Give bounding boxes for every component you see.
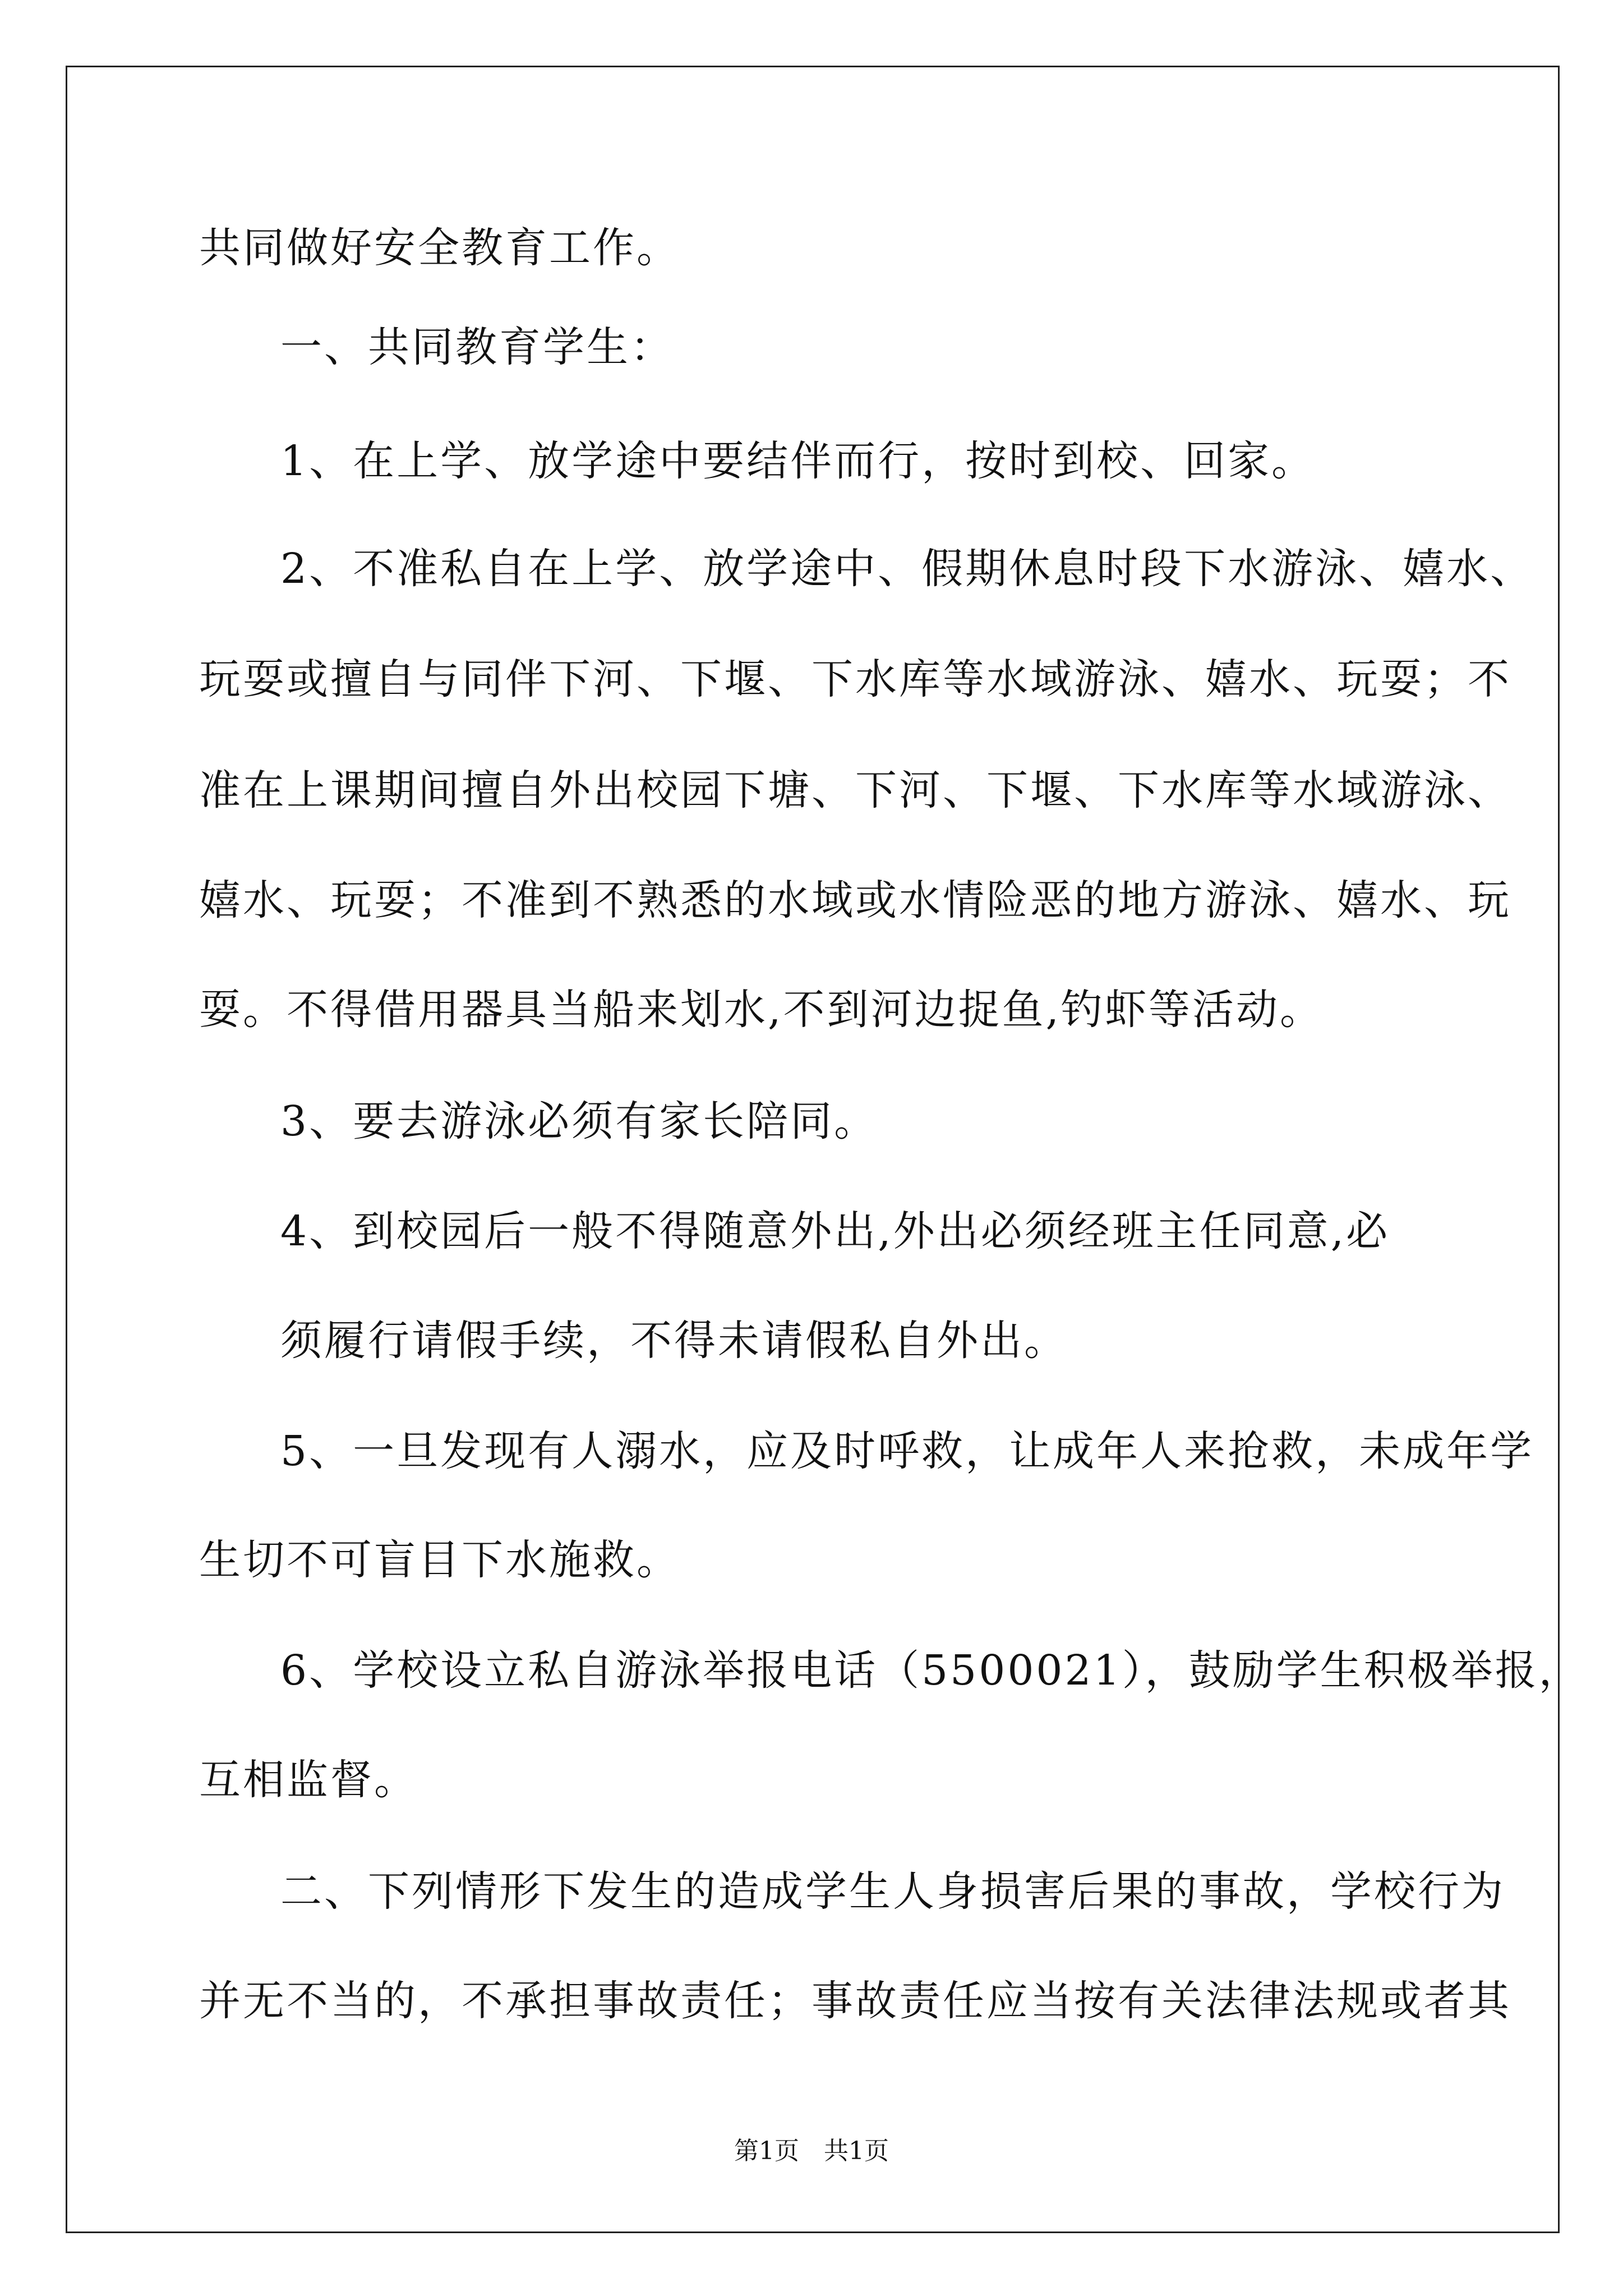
text-line: 耍。不得借用器具当船来划水,不到河边捉鱼,钓虾等活动。 <box>199 986 1324 1034</box>
text-line: 互相监督。 <box>199 1756 418 1804</box>
list-item: 6、学校设立私自游泳举报电话（5500021），鼓励学生积极举报， <box>280 1646 1583 1695</box>
text-line: 嬉水、玩耍；不准到不熟悉的水域或水情险恶的地方游泳、嬉水、玩 <box>199 876 1511 924</box>
text-line: 玩耍或擅自与同伴下河、下堰、下水库等水域游泳、嬉水、玩耍；不 <box>199 655 1511 703</box>
section-heading: 一、共同教育学生： <box>280 323 674 371</box>
page-footer: 第1页 共1页 <box>734 2137 889 2165</box>
list-item: 4、到校园后一般不得随意外出,外出必须经班主任同意,必 <box>280 1207 1390 1255</box>
section-heading: 二、下列情形下发生的造成学生人身损害后果的事故，学校行为 <box>280 1867 1505 1916</box>
list-item: 5、一旦发现有人溺水，应及时呼救，让成年人来抢救，未成年学 <box>280 1427 1534 1475</box>
list-item: 1、在上学、放学途中要结伴而行，按时到校、回家。 <box>280 437 1316 485</box>
list-item: 2、不准私自在上学、放学途中、假期休息时段下水游泳、嬉水、 <box>280 545 1534 593</box>
text-line: 并无不当的，不承担事故责任；事故责任应当按有关法律法规或者其 <box>199 1977 1511 2025</box>
text-line: 须履行请假手续，不得未请假私自外出。 <box>280 1317 1068 1365</box>
text-line: 共同做好安全教育工作。 <box>199 224 680 272</box>
list-item: 3、要去游泳必须有家长陪同。 <box>280 1097 878 1145</box>
text-line: 准在上课期间擅自外出校园下塘、下河、下堰、下水库等水域游泳、 <box>199 766 1511 815</box>
text-line: 生切不可盲目下水施救。 <box>199 1536 680 1584</box>
